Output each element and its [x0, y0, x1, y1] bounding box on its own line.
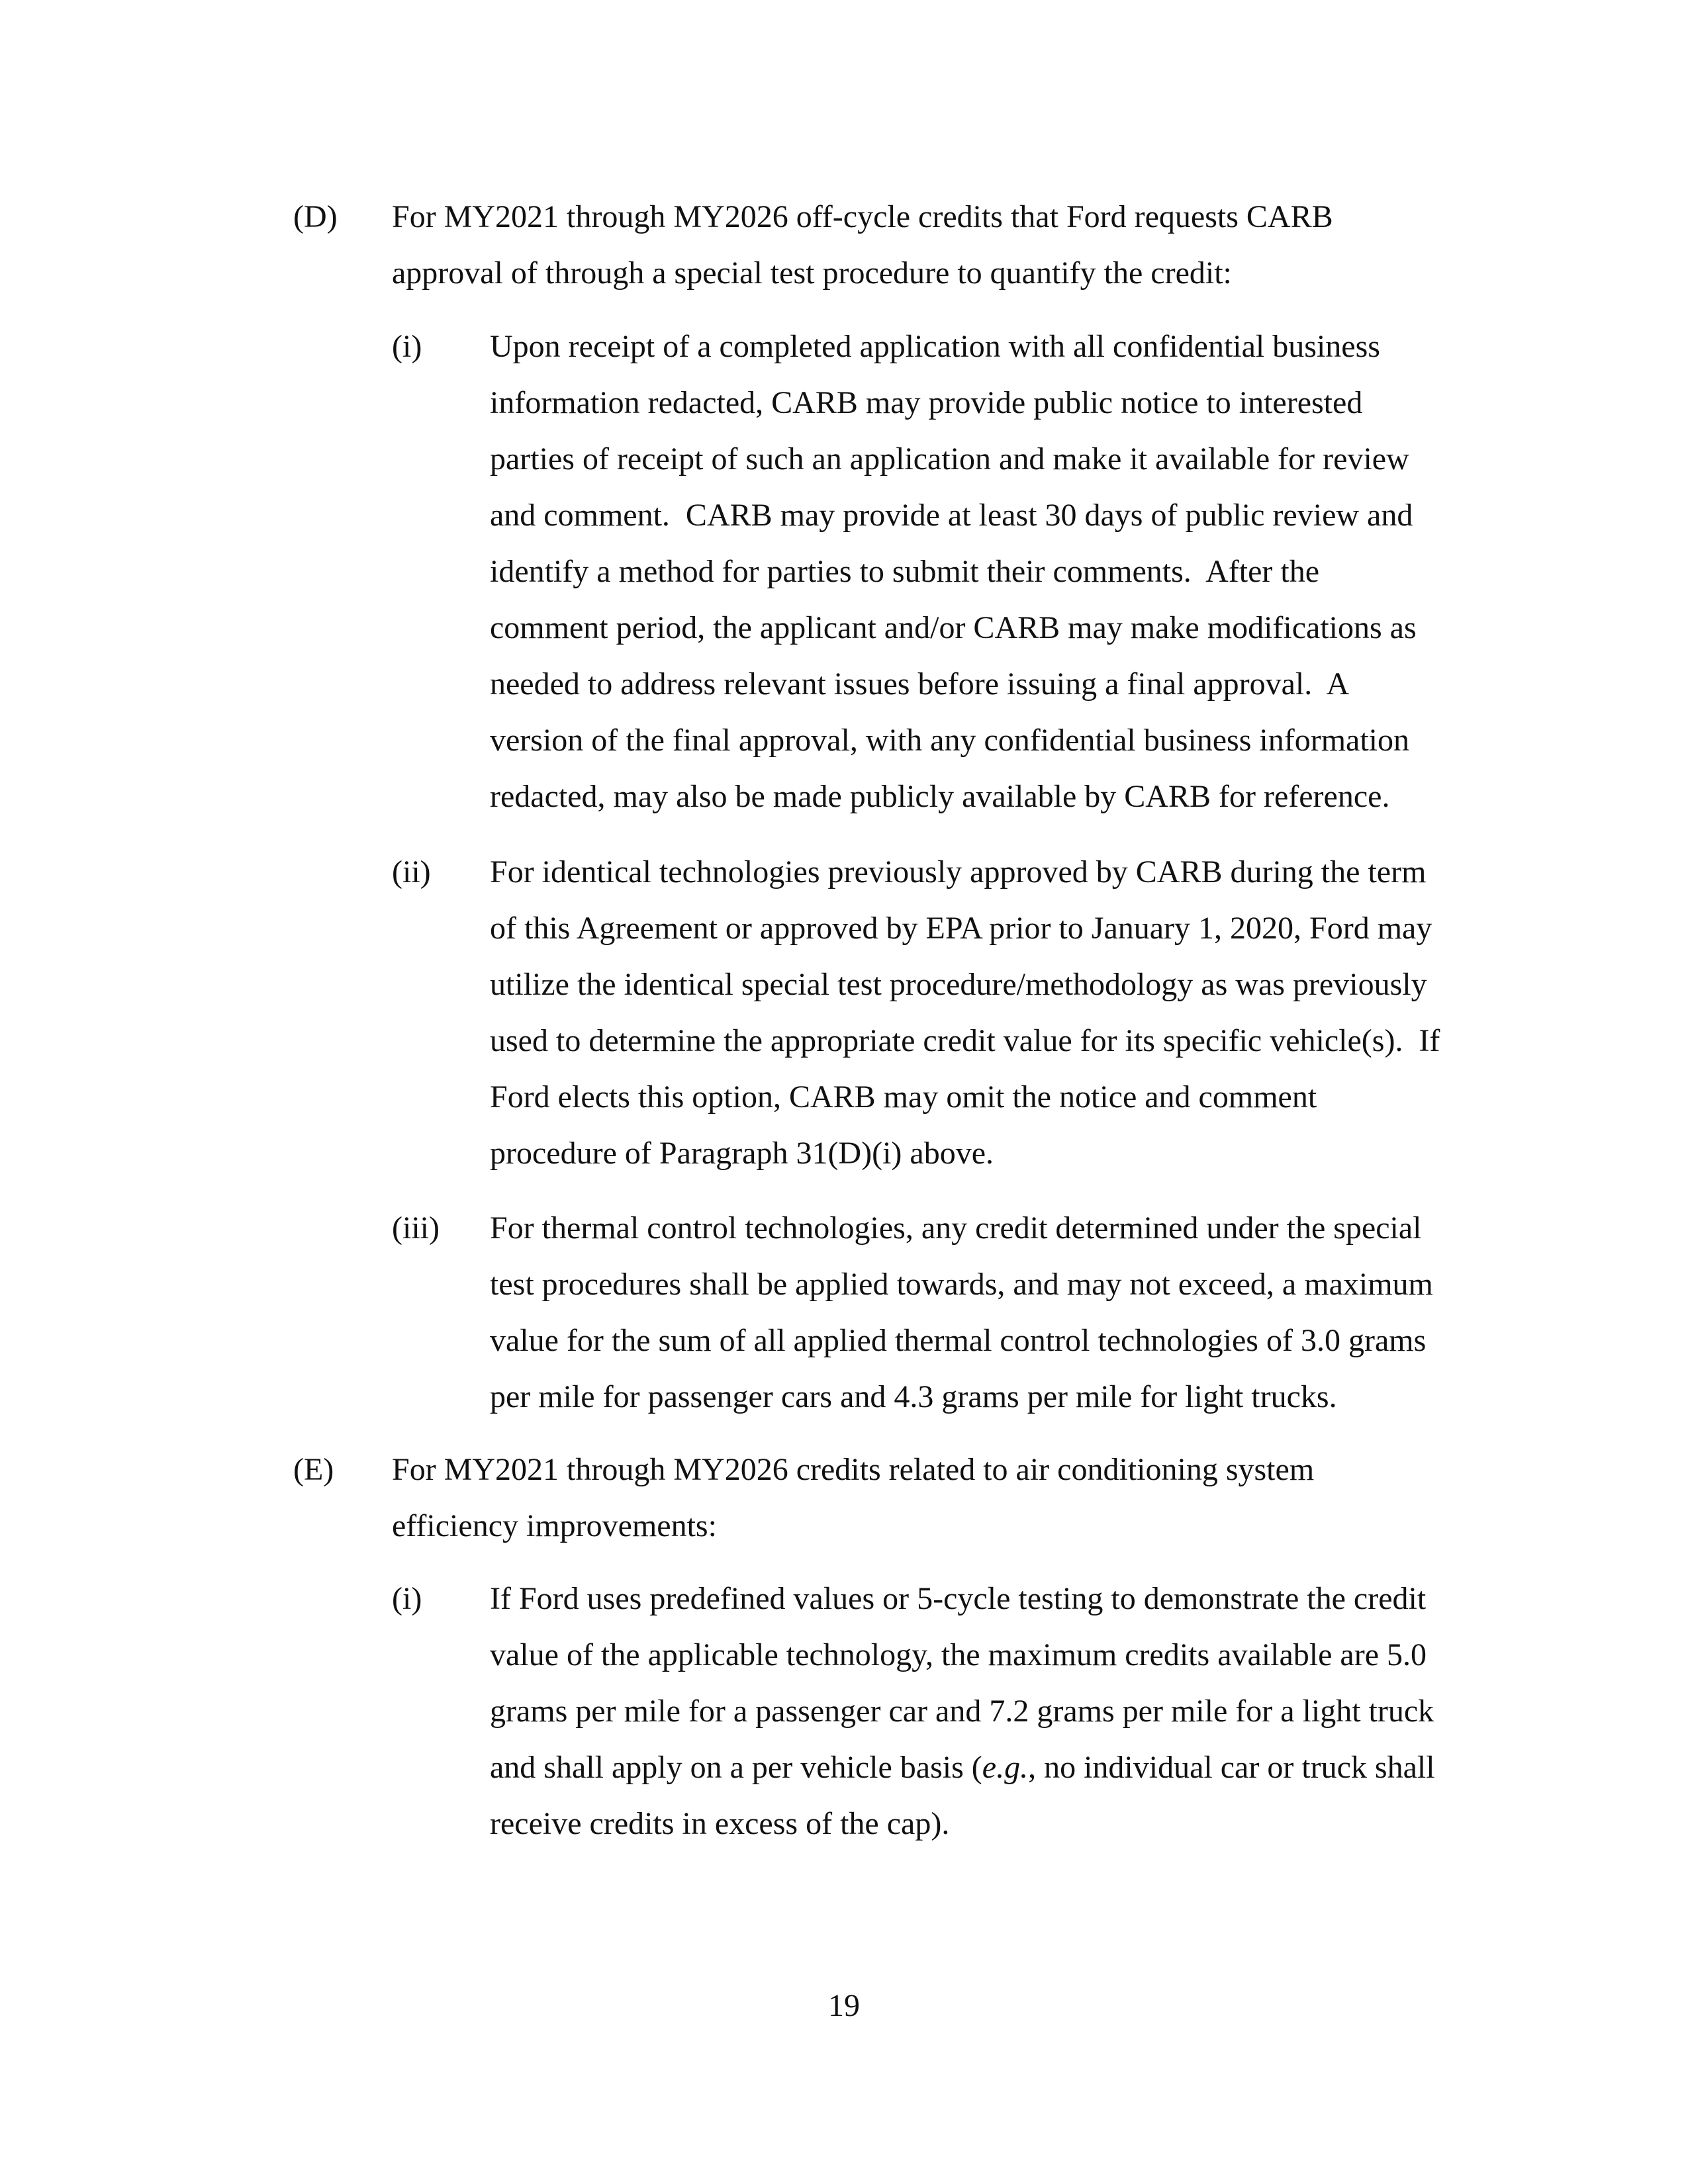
item-d-ii-line: Ford elects this option, CARB may omit the notice and comment — [490, 1079, 1317, 1115]
item-d-i-line: comment period, the applicant and/or CARB may make modifications as — [490, 610, 1417, 645]
section-d-intro — [392, 189, 1333, 301]
item-d-iii-line: test procedures shall be applied towards, and may not exceed, a maximum — [490, 1267, 1433, 1302]
item-d-ii-line: used to determine the appropriate credit value for its specific vehicle(s). If — [490, 1023, 1440, 1058]
item-d-ii-text — [490, 844, 1440, 1181]
item-d-i-line: and comment. CARB may provide at least 30 days of public review and — [490, 498, 1413, 533]
item-e-i-line: If Ford uses predefined values or 5-cycle testing to demonstrate the credit — [490, 1581, 1427, 1616]
item-label-d-i: (i) — [392, 329, 422, 364]
item-e-i-line-mixed — [490, 1739, 1435, 1796]
section-d-line-1: For MY2021 through MY2026 off-cycle credits that Ford requests CARB — [392, 199, 1333, 234]
item-label-d-iii: (iii) — [392, 1210, 440, 1246]
item-d-iii-line: value for the sum of all applied thermal control technologies of 3.0 grams — [490, 1323, 1427, 1358]
item-e-i-line: value of the applicable technology, the maximum credits available are 5.0 — [490, 1637, 1427, 1672]
item-d-i-line: redacted, may also be made publicly available by CARB for reference. — [490, 779, 1390, 814]
item-d-i-line: needed to address relevant issues before issuing a final approval. A — [490, 666, 1350, 702]
item-e-i-text-italic: e.g. — [982, 1750, 1029, 1785]
item-d-i-line: version of the final approval, with any confidential business information — [490, 723, 1409, 758]
item-d-i-line: Upon receipt of a completed application with all confidential business — [490, 329, 1380, 364]
item-d-ii-line: of this Agreement or approved by EPA prior to January 1, 2020, Ford may — [490, 911, 1432, 946]
item-e-i-line: grams per mile for a passenger car and 7.2 grams per mile for a light truck — [490, 1694, 1434, 1729]
item-d-i-line: information redacted, CARB may provide public notice to interested — [490, 385, 1363, 420]
item-e-i-line: receive credits in excess of the cap). — [490, 1806, 950, 1841]
section-e-line-1: For MY2021 through MY2026 credits related to air conditioning system — [392, 1452, 1315, 1487]
item-label-d-ii: (ii) — [392, 854, 431, 889]
item-e-i-text-post: , no individual car or truck shall — [1028, 1750, 1435, 1785]
item-d-ii-line: utilize the identical special test procedure/methodology as was previously — [490, 967, 1427, 1002]
item-d-iii-line: per mile for passenger cars and 4.3 grams per mile for light trucks. — [490, 1379, 1337, 1414]
item-d-iii-text — [490, 1200, 1433, 1425]
item-d-ii-line: For identical technologies previously approved by CARB during the term — [490, 854, 1427, 889]
item-d-i-line: parties of receipt of such an application and make it available for review — [490, 441, 1409, 477]
item-d-i-text — [490, 318, 1417, 825]
item-e-i-text — [490, 1570, 1435, 1852]
item-d-i-line: identify a method for parties to submit their comments. After the — [490, 554, 1320, 589]
item-label-e-i: (i) — [392, 1581, 422, 1616]
item-d-iii-line: For thermal control technologies, any credit determined under the special — [490, 1210, 1422, 1246]
section-e-intro — [392, 1441, 1314, 1554]
section-d-line-2: approval of through a special test procedure to quantify the credit: — [392, 255, 1232, 291]
section-e-line-2: efficiency improvements: — [392, 1508, 717, 1543]
section-label-d: (D) — [293, 199, 338, 234]
item-d-ii-line: procedure of Paragraph 31(D)(i) above. — [490, 1136, 994, 1171]
page-number: 19 — [828, 1988, 860, 2023]
item-e-i-text-pre: and shall apply on a per vehicle basis ( — [490, 1750, 982, 1785]
section-label-e: (E) — [293, 1452, 334, 1487]
